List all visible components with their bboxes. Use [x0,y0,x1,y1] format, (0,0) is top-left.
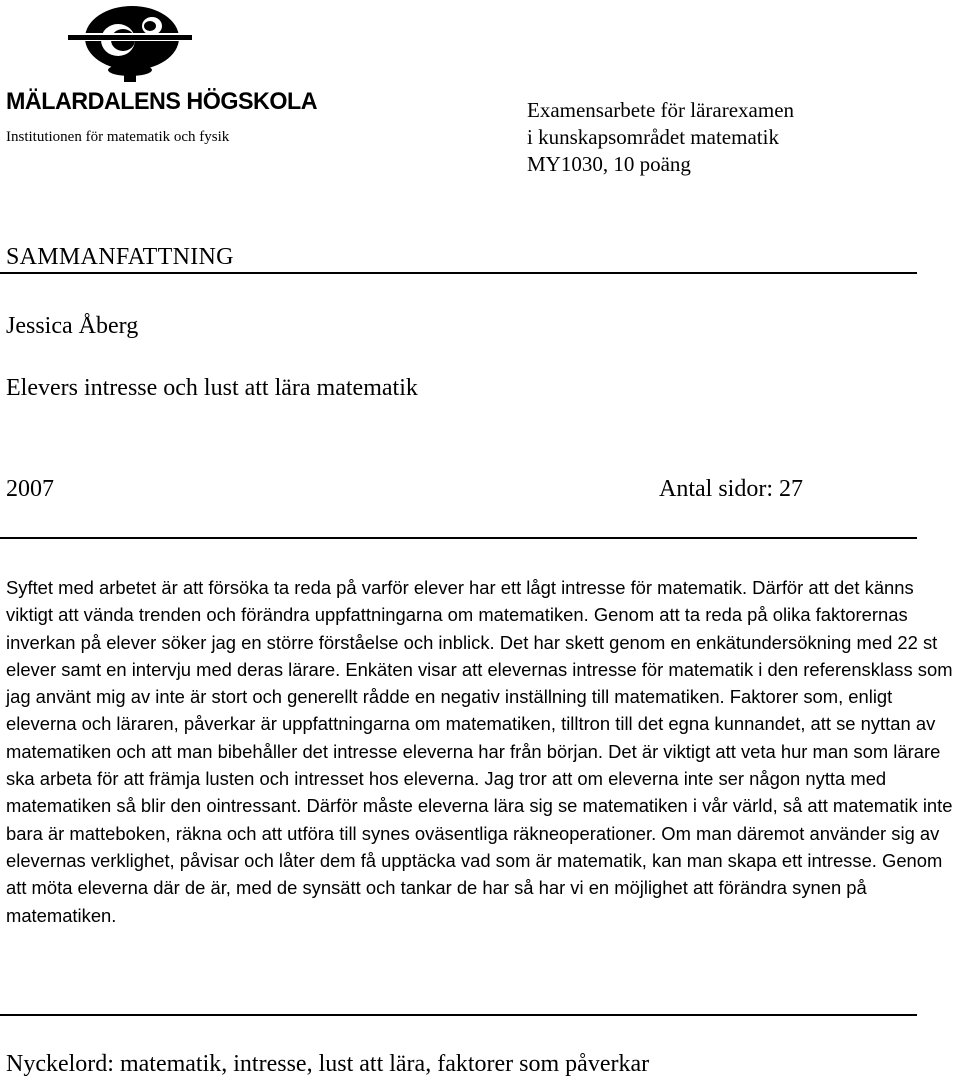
university-logo-icon [66,4,194,86]
exam-line: i kunskapsområdet matematik [527,125,779,149]
institution-name: Institutionen för matematik och fysik [6,129,230,145]
exam-line: MY1030, 10 poäng [527,152,691,176]
section-heading: SAMMANFATTNING [6,244,234,270]
year: 2007 [6,476,54,502]
divider [0,272,917,274]
logo-wordmark: MÄLARDALENS HÖGSKOLA [6,88,318,115]
divider [0,1014,917,1016]
abstract-text: Syftet med arbetet är att försöka ta reda på varför elever har ett lågt intresse för matematik. Därför att det känns viktigt att vända trenden och förändra uppfattningarna om matematiken. Genom att ta reda på olika faktorernas inverkan på elever söker jag en större förståelse och inblick. Det har skett genom en enkätundersökning med 22 st elever samt en intervju med deras lärare. Enkäten visar att elevernas intresse för matematik i den referensklass som jag använt mig av inte är stort och generellt rådde en negativ inställning till matematiken. Faktorer som, enligt eleverna och läraren, påverkar är uppfattningarna om matematiken, tilltron till det egna kunnandet, att se nyttan av matematiken och att man bibehåller det intresse eleverna har från början. Det är viktigt att veta hur man som lärare ska arbeta för att främja lusten och intresset hos eleverna. Jag tror att om eleverna inte ser någon nytta med matematiken så blir den ointressant. Därför måste eleverna lära sig se matematiken i vår värld, så att matematik inte bara är matteboken, räkna och att utföra till synes oväsentliga räkneoperationer. Om man däremot använder sig av elevernas verklighet, påvisar och låter dem få upptäcka vad som är matematik, kan man skapa ett intresse. Genom att möta eleverna där de är, med de synsätt och tankar de har så har vi en möjlighet att förändra synen på matematiken. [6,577,953,926]
exam-info [527,97,794,178]
exam-line: Examensarbete för lärarexamen [527,98,795,122]
document-title: Elevers intresse och lust att lära matematik [6,375,418,401]
author-name: Jessica Åberg [6,313,139,339]
keywords: Nyckelord: matematik, intresse, lust att lära, faktorer som påverkar [6,1051,650,1077]
divider [0,537,917,539]
page-count: Antal sidor: 27 [659,476,803,502]
